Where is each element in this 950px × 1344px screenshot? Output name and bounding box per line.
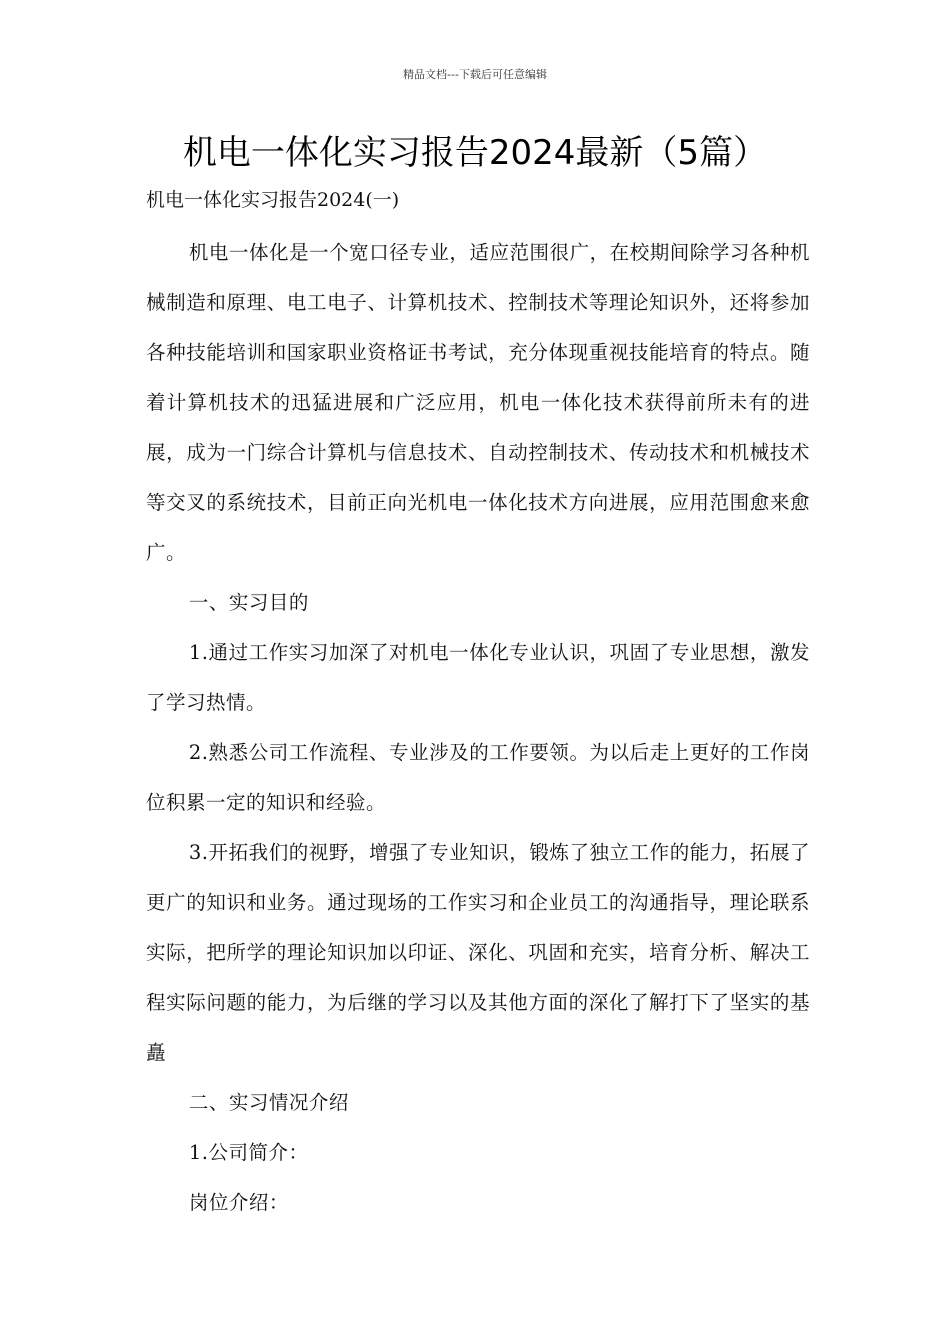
document-subtitle: 机电一体化实习报告2024(一) bbox=[146, 189, 400, 211]
document-body bbox=[146, 228, 810, 1228]
section-heading-purpose: 一、实习目的 bbox=[188, 591, 309, 614]
position-intro-label: 岗位介绍： bbox=[188, 1191, 289, 1214]
intro-paragraph: 机电一体化是一个宽口径专业，适应范围很广，在校期间除学习各种机械制造和原理、电工电子、计算机技术、控制技术等理论知识外，还将参加各种技能培训和国家职业资格证书考试，充分体现重视技能培育的特点。随着计算机技术的迅猛进展和广泛应用，机电一体化技术获得前所未有的进展，成为一门综合计算机与信息技术、自动控制技术、传动技术和机械技术等交叉的系统技术，目前正向光机电一体化技术方向进展，应用范围愈来愈广。 bbox=[146, 241, 810, 564]
header-note: 精品文档---下载后可任意编辑 bbox=[403, 68, 547, 81]
purpose-item-1: 1.通过工作实习加深了对机电一体化专业认识，巩固了专业思想，激发了学习热情。 bbox=[146, 641, 810, 714]
document-title: 机电一体化实习报告2024最新（5篇） bbox=[182, 133, 768, 173]
purpose-item-3: 3.开拓我们的视野，增强了专业知识，锻炼了独立工作的能力，拓展了更广的知识和业务。通过现场的工作实习和企业员工的沟通指导，理论联系实际，把所学的理论知识加以印证、深化、巩固和充实，培育分析、解决工程实际问题的能力，为后继的学习以及其他方面的深化了解打下了坚实的基矗 bbox=[146, 841, 810, 1064]
section-heading-situation: 二、实习情况介绍 bbox=[188, 1091, 349, 1114]
company-intro-label: 1.公司简介： bbox=[188, 1141, 309, 1164]
purpose-item-2: 2.熟悉公司工作流程、专业涉及的工作要领。为以后走上更好的工作岗位积累一定的知识和经验。 bbox=[146, 741, 810, 814]
